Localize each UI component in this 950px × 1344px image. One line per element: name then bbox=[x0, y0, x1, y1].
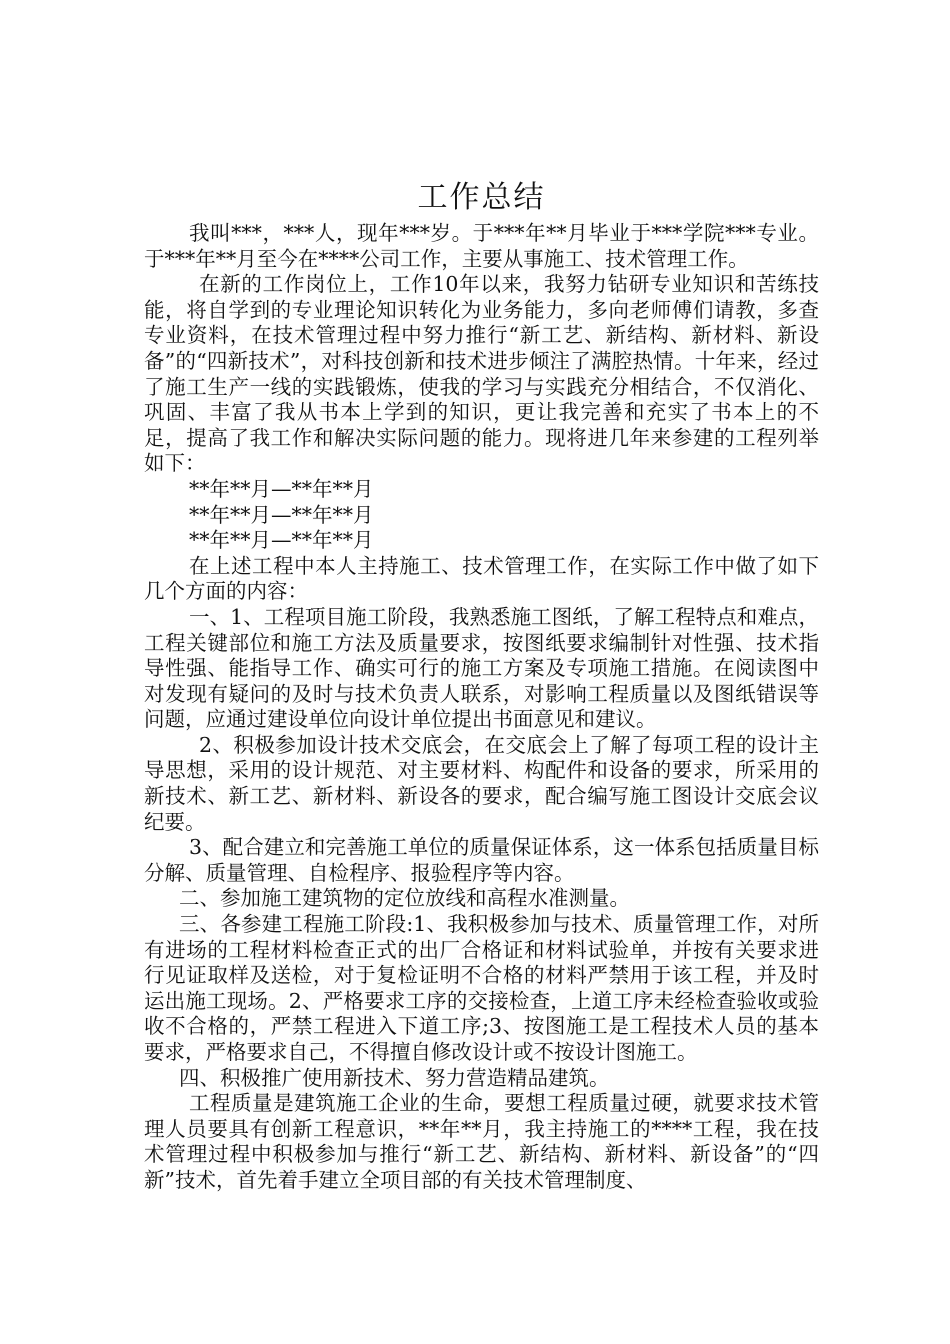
paragraph-item-1-2: 2、积极参加设计技术交底会，在交底会上了解了每项工程的设计主导思想，采用的设计规范、对主要材料、构配件和设备的要求，所采用的新技术、新工艺、新材料、新设各的要求，配合编写施工图设计交底会议纪要。 bbox=[144, 732, 819, 834]
paragraph-item-4: 四、积极推广使用新技术、努力营造精品建筑。 bbox=[179, 1065, 610, 1090]
project-date-line-1: **年**月—**年**月 bbox=[189, 476, 374, 501]
paragraph-work-intro: 在上述工程中本人主持施工、技术管理工作，在实际工作中做了如下几个方面的内容： bbox=[144, 553, 819, 604]
document-title: 工作总结 bbox=[417, 180, 546, 215]
paragraph-quality: 工程质量是建筑施工企业的生命，要想工程质量过硬，就要求技术管理人员要具有创新工程意识，**年**月，我主持施工的****工程，我在技术管理过程中积极参加与推行“新工艺、新结构、新材料、新设备”的“四新”技术，首先着手建立全项目部的有关技术管理制度、 bbox=[144, 1091, 819, 1192]
paragraph-item-1-1: 一、1、工程项目施工阶段，我熟悉施工图纸，了解工程特点和难点，工程关键部位和施工方法及质量要求，按图纸要求编制针对性强、技术指导性强、能指导工作、确实可行的施工方案及专项施工措施。在阅读图中对发现有疑问的及时与技术负责人联系，对影响工程质量以及图纸错误等问题，应通过建设单位向设计单位提出书面意见和建议。 bbox=[144, 604, 819, 732]
document-page bbox=[144, 175, 819, 1194]
paragraph-item-2: 二、参加施工建筑物的定位放线和高程水准测量。 bbox=[179, 886, 630, 911]
project-date-line-3: **年**月—**年**月 bbox=[189, 528, 374, 553]
paragraph-item-1-3: 3、配合建立和完善施工单位的质量保证体系，这一体系包括质量目标分解、质量管理、自检程序、报验程序等内容。 bbox=[144, 835, 819, 885]
project-date-line-2: **年**月—**年**月 bbox=[189, 502, 374, 527]
paragraph-experience: 在新的工作岗位上，工作10年以来，我努力钻研专业知识和苦练技能，将自学到的专业理论知识转化为业务能力，多向老师傅们请教，多查专业资料，在技术管理过程中努力推行“新工艺、新结构、新材料、新设备”的“四新技术”，对科技创新和技术进步倾注了满腔热情。十年来，经过了施工生产一线的实践锻炼，使我的学习与实践充分相结合，不仅消化、巩固、丰富了我从书本上学到的知识，更让我完善和充实了书本上的不足，提高了我工作和解决实际问题的能力。现将进几年来参建的工程列举如下： bbox=[144, 272, 819, 476]
paragraph-intro: 我叫***，***人，现年***岁。于***年**月毕业于***学院***专业。于***年**月至今在****公司工作，主要从事施工、技术管理工作。 bbox=[144, 221, 819, 271]
paragraph-item-3: 三、各参建工程施工阶段:1、我积极参加与技术、质量管理工作，对所有进场的工程材料检查正式的出厂合格证和材料试验单，并按有关要求进行见证取样及送检，对于复检证明不合格的材料严禁用于该工程，并及时运出施工现场。2、严格要求工序的交接检查，上道工序未经检查验收或验收不合格的，严禁工程进入下道工序;3、按图施工是工程技术人员的基本要求，严格要求自己，不得擅自修改设计或不按设计图施工。 bbox=[144, 912, 819, 1064]
